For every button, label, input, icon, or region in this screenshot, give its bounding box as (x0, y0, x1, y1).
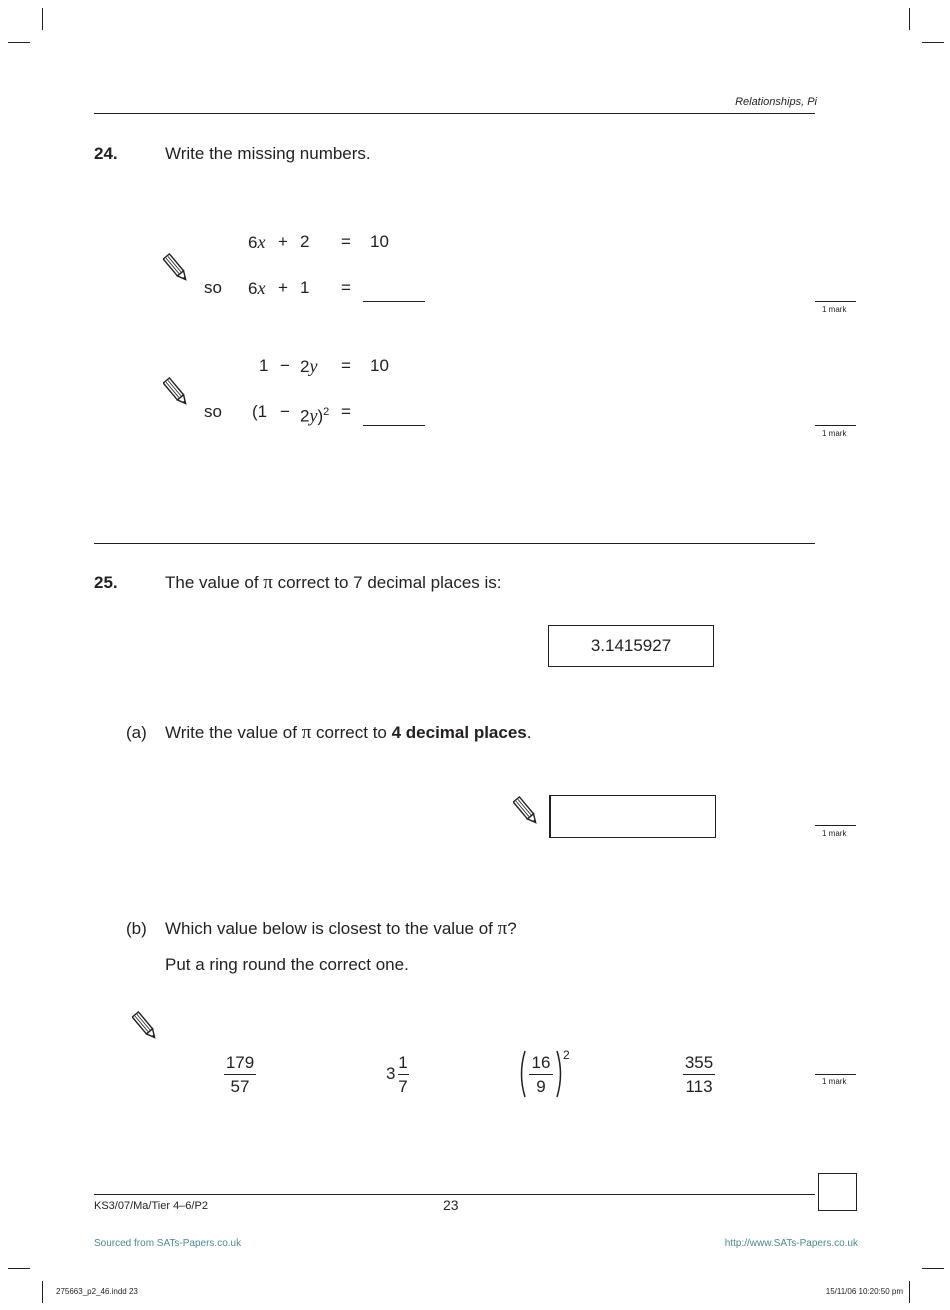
question-number: 24. (94, 144, 118, 163)
part-b-prompt: Which value below is closest to the value of π? (165, 918, 517, 939)
equation-operator: − (280, 356, 290, 375)
so-label: so (204, 278, 222, 297)
mixed-whole: 3 (386, 1064, 396, 1083)
equation-operator: + (278, 232, 288, 251)
pencil-icon (513, 795, 539, 827)
page-number: 23 (443, 1197, 459, 1213)
pencil-icon (132, 1010, 158, 1042)
equation-term: 2y (300, 356, 318, 376)
equation-term: (1 (252, 402, 268, 421)
part-a-prompt: Write the value of π correct to 4 decimal places. (165, 722, 532, 743)
equals-sign: = (341, 232, 351, 251)
crop-mark (909, 8, 910, 30)
crop-mark (8, 1268, 30, 1269)
crop-mark (42, 1281, 43, 1303)
file-name: 275663_p2_46.indd 23 (56, 1287, 138, 1296)
crop-mark (8, 42, 30, 43)
fraction-bar (224, 1074, 256, 1075)
answer-line[interactable] (363, 301, 425, 302)
pencil-icon (163, 252, 189, 284)
mixed-fraction (388, 1053, 418, 1097)
exponent: 2 (563, 1048, 570, 1062)
answer-box[interactable] (549, 795, 716, 838)
mark-label: 1 mark (822, 829, 847, 838)
print-timestamp: 15/11/06 10:20:50 pm (825, 1287, 903, 1296)
equation-term: 6x (248, 232, 266, 252)
equation-operator: − (280, 402, 290, 421)
fraction-bar (529, 1074, 553, 1075)
option-16-over-9-squared[interactable] (517, 1049, 581, 1099)
part-label: (a) (126, 723, 147, 742)
part-b-instruction: Put a ring round the correct one. (165, 955, 409, 974)
fraction-bar (683, 1074, 715, 1075)
header-rule (94, 113, 815, 114)
mark-line (815, 825, 856, 826)
pencil-icon (163, 376, 189, 408)
option-179-over-57[interactable] (220, 1053, 260, 1097)
fraction-denominator: 7 (398, 1077, 408, 1096)
marks-total-box (818, 1173, 857, 1211)
so-label: so (204, 402, 222, 421)
mark-label: 1 mark (822, 1077, 847, 1086)
equation-term: 1 (259, 356, 269, 375)
mark-label: 1 mark (822, 305, 847, 314)
fraction-numerator: 355 (684, 1053, 714, 1072)
crop-mark (42, 8, 43, 30)
pi-value-box (548, 625, 714, 667)
section-header: Relationships, Pi (735, 96, 817, 108)
fraction-numerator: 179 (225, 1053, 255, 1072)
crop-mark (922, 1268, 944, 1269)
equals-sign: = (341, 356, 351, 375)
equation-rhs: 10 (370, 356, 389, 375)
fraction-numerator: 1 (398, 1053, 408, 1072)
question-intro: The value of π correct to 7 decimal places is: (165, 572, 502, 593)
equals-sign: = (341, 402, 351, 421)
crop-mark (922, 42, 944, 43)
mark-line (815, 425, 856, 426)
question-separator (94, 543, 815, 544)
mark-line (815, 301, 856, 302)
question-number: 25. (94, 573, 118, 592)
equation-term: 6x (248, 278, 266, 298)
equation-rhs: 10 (370, 232, 389, 251)
equation-term: 1 (300, 278, 310, 297)
pi-value: 3.1415927 (590, 636, 672, 655)
part-label: (b) (126, 919, 147, 938)
option-3-and-1-seventh[interactable] (384, 1053, 414, 1097)
fraction-bar (398, 1074, 409, 1075)
question-prompt: Write the missing numbers. (165, 144, 371, 163)
equals-sign: = (341, 278, 351, 297)
fraction-denominator: 9 (536, 1077, 546, 1096)
fraction-denominator: 113 (685, 1077, 713, 1096)
crop-mark (909, 1281, 910, 1303)
equation-term: 2y)$^2$ (300, 405, 330, 426)
fraction-numerator: 16 (531, 1053, 551, 1072)
paper-code: KS3/07/Ma/Tier 4–6/P2 (94, 1200, 208, 1212)
fraction-denominator: 57 (230, 1077, 250, 1096)
option-355-over-113[interactable] (679, 1053, 719, 1097)
equation-term: 2 (300, 232, 310, 251)
mark-label: 1 mark (822, 429, 847, 438)
answer-line[interactable] (363, 425, 425, 426)
source-right[interactable]: http://www.SATs-Papers.co.uk (724, 1238, 858, 1249)
source-left: Sourced from SATs-Papers.co.uk (94, 1238, 242, 1249)
mark-line (815, 1074, 856, 1075)
equation-operator: + (278, 278, 288, 297)
